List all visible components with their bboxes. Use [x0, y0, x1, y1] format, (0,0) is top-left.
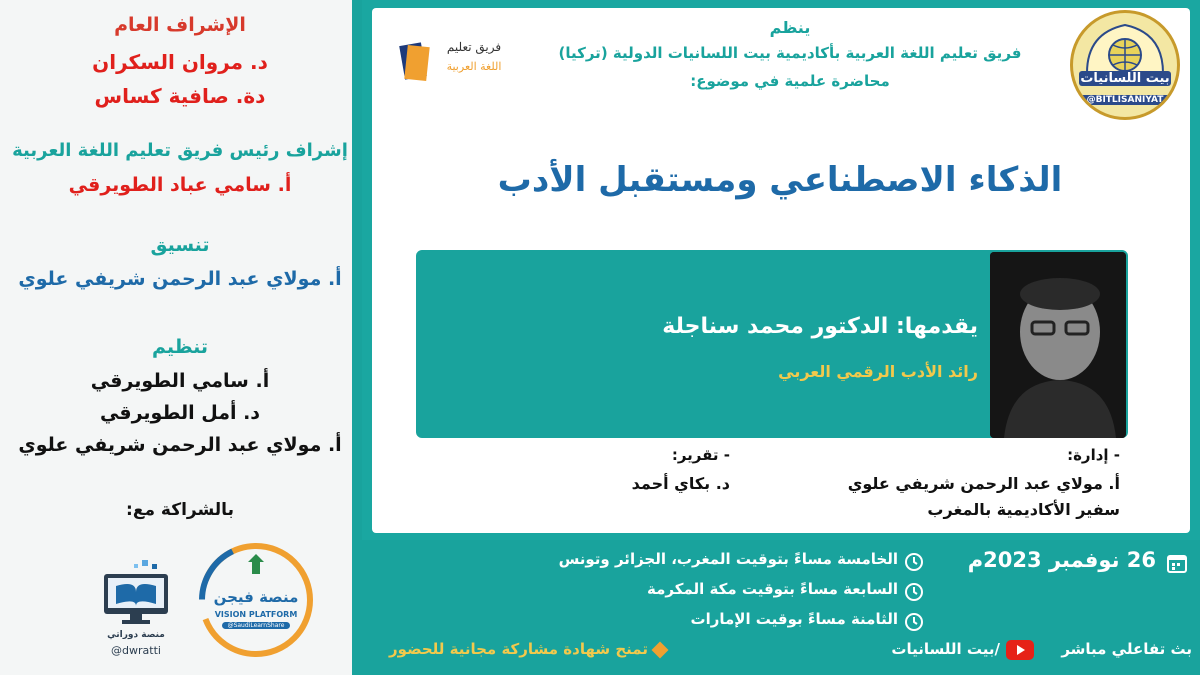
academy-logo	[1070, 10, 1180, 120]
team-logo	[398, 34, 518, 90]
dwratti-handle: @dwratti	[111, 644, 161, 657]
clock-icon	[904, 552, 924, 572]
youtube-icon[interactable]	[1006, 640, 1034, 660]
monitor-book-icon	[96, 556, 176, 628]
supervisor-2: دة. صافية كساس	[94, 84, 266, 108]
time-uae: الثامنة مساءً بوقيت الإمارات	[690, 610, 898, 628]
dwratti-logo	[96, 556, 176, 666]
clock-icon	[904, 612, 924, 632]
speaker-name: يقدمها: الدكتور محمد سناجلة	[662, 314, 978, 339]
event-date: 26 نوفمبر 2023م	[967, 548, 1156, 572]
live-label: بث تفاعلي مباشر	[1061, 640, 1192, 658]
report-label: - تقرير:	[671, 446, 730, 464]
time-mecca: السابعة مساءً بتوقيت مكة المكرمة	[647, 580, 898, 598]
chief-name: أ. سامي عباد الطويرقي	[68, 174, 292, 196]
lecture-title: الذكاء الاصطناعي ومستقبل الأدب	[497, 160, 1063, 200]
coordination-name: أ. مولاي عبد الرحمن شريفي علوي	[18, 268, 342, 290]
management-name: أ. مولاي عبد الرحمن شريفي علوي	[847, 474, 1120, 493]
organizes-label: ينظم	[769, 18, 811, 37]
lecture-line: محاضرة علمية في موضوع:	[690, 72, 890, 90]
team-line: فريق تعليم اللغة العربية بأكاديمية بيت اللسانيات الدولية (تركيا)	[558, 44, 1022, 62]
speaker-photo	[990, 252, 1126, 438]
partnership-label: بالشراكة مع:	[126, 500, 234, 520]
team-logo-line1: فريق تعليم	[446, 40, 502, 54]
academy-name: بيت اللسانيات	[1080, 71, 1170, 86]
certificate-note: تمنح شهادة مشاركة مجانية للحضور	[389, 640, 648, 658]
organizer-3: أ. مولاي عبد الرحمن شريفي علوي	[18, 434, 342, 456]
supervision-title: الإشراف العام	[114, 14, 246, 36]
chief-title: إشراف رئيس فريق تعليم اللغة العربية	[12, 140, 348, 161]
organization-title: تنظيم	[151, 336, 209, 358]
vision-label: منصة فيجن	[213, 588, 299, 606]
team-logo-line2: اللغة العربية	[446, 60, 502, 73]
dwratti-label: منصة دوراتي	[107, 630, 165, 640]
vision-subtitle: VISION PLATFORM	[214, 610, 298, 619]
organizer-1: أ. سامي الطويرقي	[90, 370, 270, 392]
channel-link[interactable]: /بيت اللسانيات	[891, 640, 1000, 658]
clock-icon	[904, 582, 924, 602]
coordination-title: تنسيق	[150, 234, 210, 256]
portrait-icon	[990, 252, 1126, 438]
management-label: - إدارة:	[1067, 446, 1120, 464]
vision-handle: @SaudiLearnShare	[222, 622, 290, 629]
academy-handle: @BITLISANIYAT	[1079, 95, 1171, 105]
book-stack-icon	[398, 38, 434, 86]
organizer-2: د. أمل الطويرقي	[99, 402, 261, 424]
time-morocco: الخامسة مساءً بتوقيت المغرب، الجزائر وتونس	[558, 550, 898, 568]
report-name: د. بكاي أحمد	[631, 474, 730, 493]
supervisor-1: د. مروان السكران	[92, 50, 268, 74]
speaker-subtitle: رائد الأدب الرقمي العربي	[778, 362, 978, 381]
calendar-icon	[1166, 552, 1188, 574]
credits-panel	[0, 0, 362, 675]
vision-platform-logo	[196, 540, 316, 660]
management-role: سفير الأكاديمية بالمغرب	[927, 500, 1120, 519]
